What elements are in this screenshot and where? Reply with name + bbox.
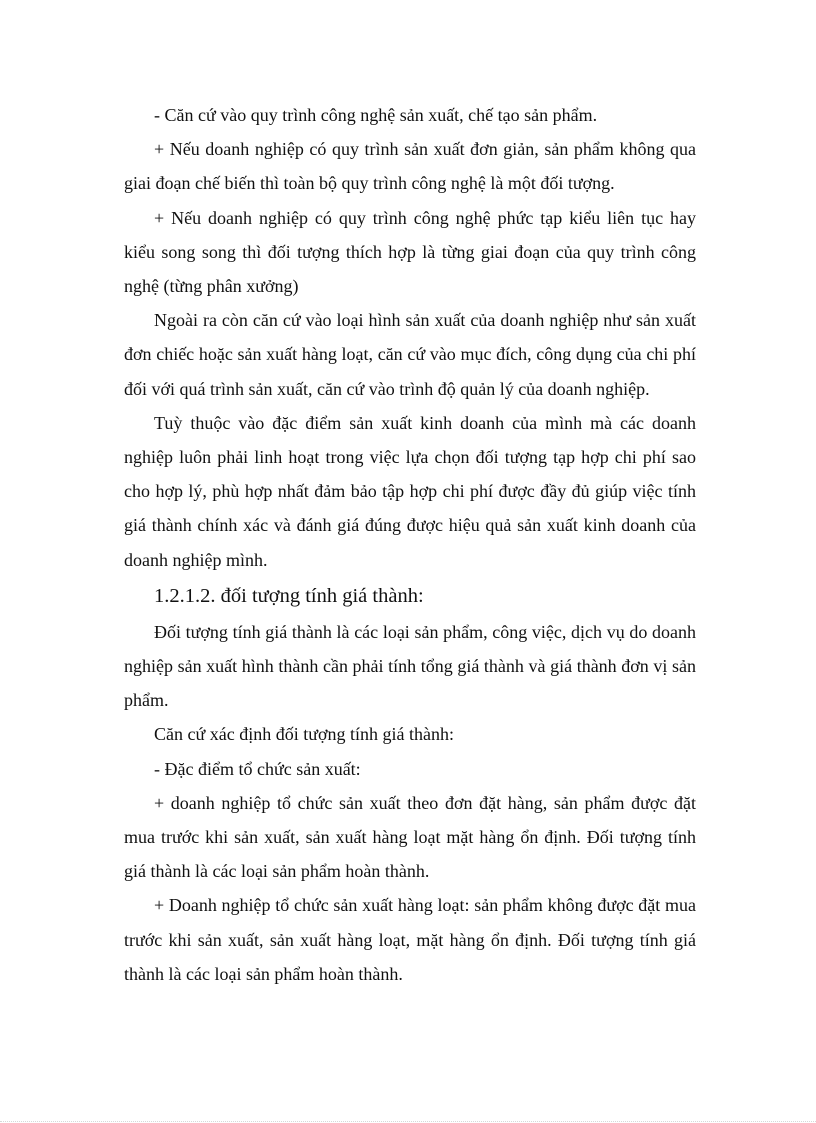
paragraph-complex-process: + Nếu doanh nghiệp có quy trình công nghệ phức tạp kiểu liên tục hay kiểu song song thì đối tượng thích hợp là từng giai đoạn của quy trình công nghệ (từng phân xưởng) — [124, 207, 696, 297]
paragraph-mass-production: + Doanh nghiệp tổ chức sản xuất hàng loạt: sản phẩm không được đặt mua trước khi sản xuất, sản xuất hàng loạt, mặt hàng ổn định. Đối tượng tính giá thành là các loại sản phẩm hoàn thành. — [124, 895, 696, 984]
paragraph-production-type: Ngoài ra còn căn cứ vào loại hình sản xuất của doanh nghiệp như sản xuất đơn chiếc hoặc sản xuất hàng loạt, căn cứ vào mục đích, công dụng của chi phí đối với quá trình sản xuất, căn cứ vào trình độ quản lý của doanh nghiệp. — [124, 310, 696, 399]
document-body — [124, 98, 696, 991]
paragraph-flexibility: Tuỳ thuộc vào đặc điểm sản xuất kinh doanh của mình mà các doanh nghiệp luôn phải linh hoạt trong việc lựa chọn đối tượng tạp hợp chi phí sao cho hợp lý, phù hợp nhất đảm bảo tập hợp chi phí được đầy đủ giúp việc tính giá thành chính xác và đánh giá đúng được hiệu quả sản xuất kinh doanh của doanh nghiệp mình. — [124, 412, 696, 570]
paragraph-order-production: + doanh nghiệp tổ chức sản xuất theo đơn đặt hàng, sản phẩm được đặt mua trước khi sản xuất, sản xuất hàng loạt mặt hàng ổn định. Đối tượng tính giá thành là các loại sản phẩm hoàn thành. — [124, 792, 696, 882]
paragraph-basis-technology: - Căn cứ vào quy trình công nghệ sản xuất, chế tạo sản phẩm. — [154, 105, 598, 125]
paragraph-organization-features: - Đặc điểm tổ chức sản xuất: — [154, 758, 361, 779]
paragraph-simple-process: + Nếu doanh nghiệp có quy trình sản xuất đơn giản, sản phẩm không qua giai đoạn chế biến thì toàn bộ quy trình công nghệ là một đối tượng. — [124, 139, 696, 194]
paragraph-costing-object-definition: Đối tượng tính giá thành là các loại sản phẩm, công việc, dịch vụ do doanh nghiệp sản xuất hình thành cần phải tính tổng giá thành và giá thành đơn vị sản phẩm. — [124, 621, 696, 711]
paragraph-determination-basis: Căn cứ xác định đối tượng tính giá thành: — [154, 724, 454, 745]
page-bottom-dotted-rule — [0, 1121, 816, 1122]
section-heading: 1.2.1.2. đối tượng tính giá thành: — [154, 584, 424, 607]
